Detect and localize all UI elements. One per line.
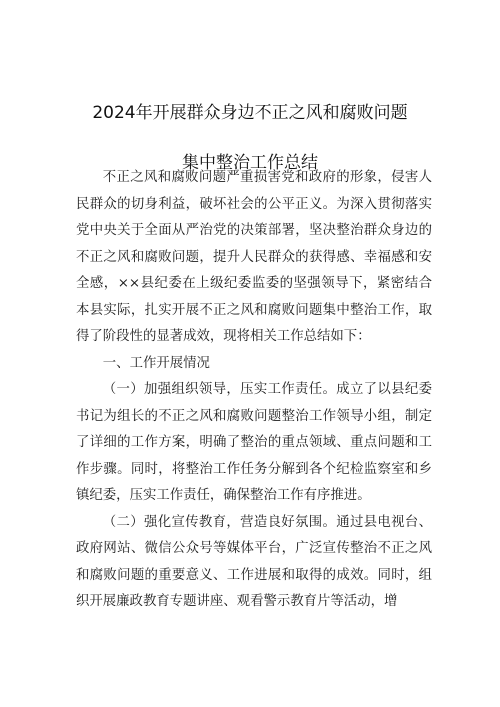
document-title-line-2: 集中整治工作总结: [182, 153, 318, 173]
body-paragraph-1: （一）加强组织领导，压实工作责任。成立了以县纪委书记为组长的不正之风和腐败问题整治工作领导小组，制定了详细的工作方案，明确了整治的重点领域、重点问题和工作步骤。同时，将整治工作任务分解到各个纪检监察室和乡镇纪委，压实工作责任，确保整治工作有序推进。: [76, 382, 432, 503]
intro-paragraph: 不正之风和腐败问题严重损害党和政府的形象，侵害人民群众的切身利益，破坏社会的公平正义。为深入贯彻落实党中央关于全面从严治党的决策部署，坚决整治群众身边的不正之风和腐败问题，提升人民群众的获得感、幸福感和安全感，××县纪委在上级纪委监委的坚强领导下，紧密结合本县实际，扎实开展不正之风和腐败问题集中整治工作，取得了阶段性的显著成效，现将相关工作总结如下：: [76, 170, 432, 344]
body-paragraph-2: （二）强化宣传教育，营造良好氛围。通过县电视台、政府网站、微信公众号等媒体平台，广泛宣传整治不正之风和腐败问题的重要意义、工作进展和取得的成效。同时，组织开展廉政教育专题讲座、观看警示教育片等活动，增: [76, 514, 432, 609]
document-body: [76, 165, 432, 616]
section-heading: 一、工作开展情况: [102, 355, 210, 371]
document-title-line-1: 2024年开展群众身边不正之风和腐败问题: [92, 103, 408, 123]
